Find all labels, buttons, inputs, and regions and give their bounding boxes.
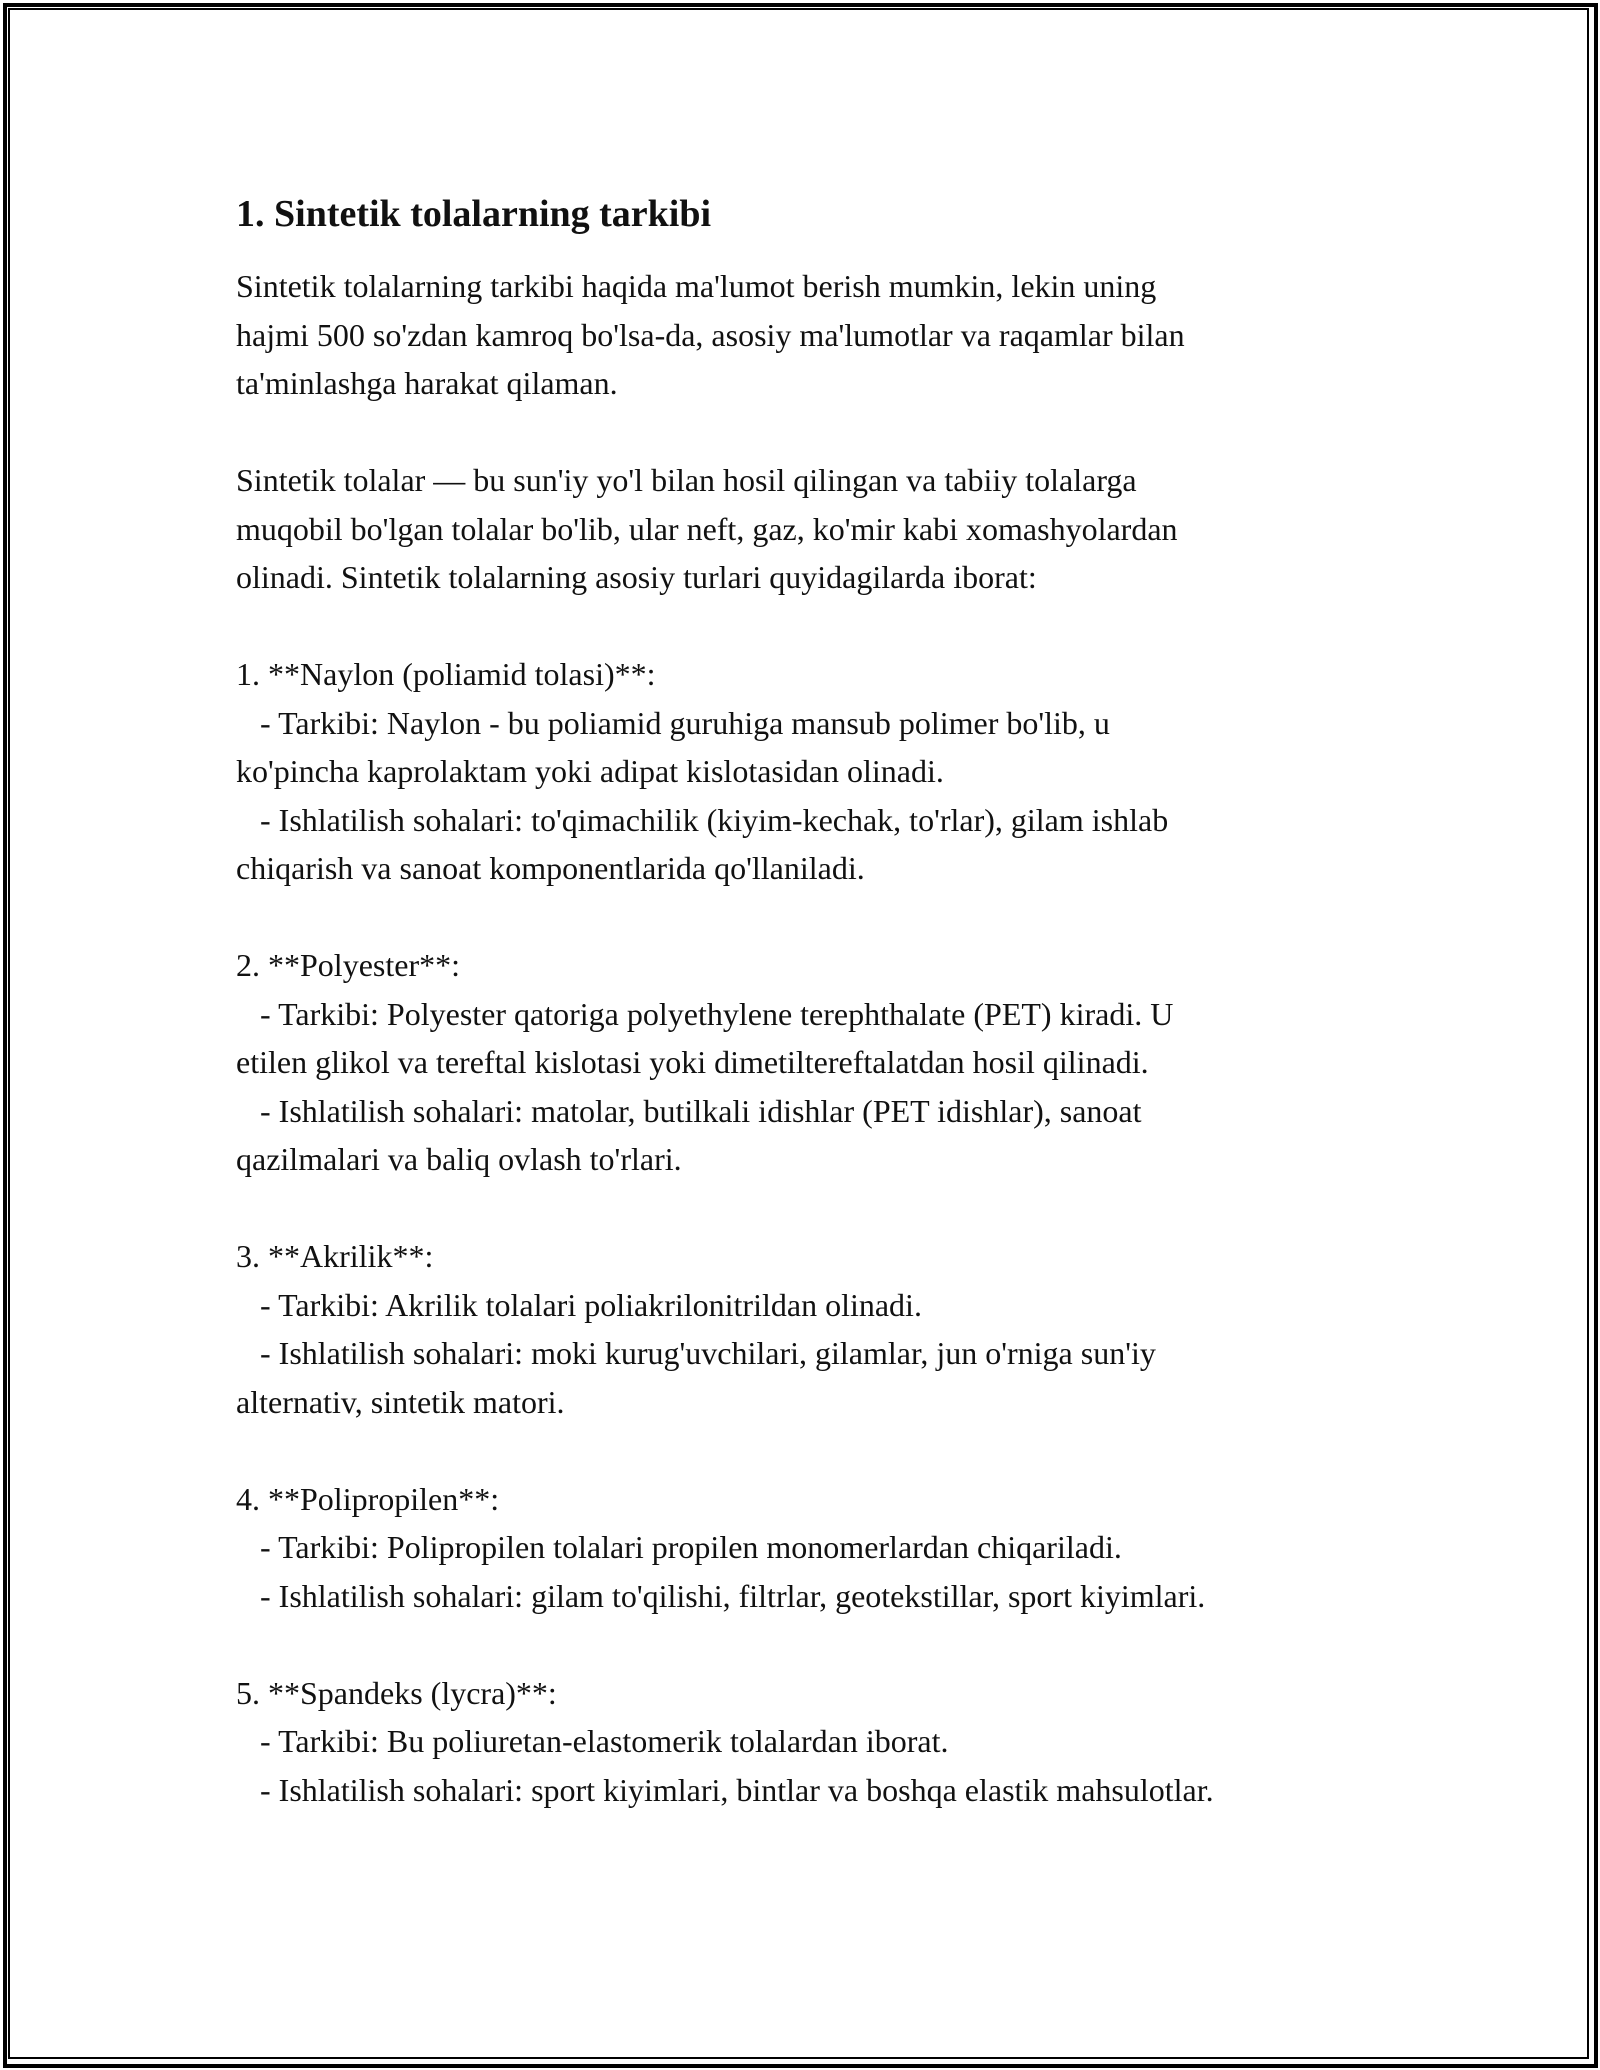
document-content — [236, 186, 1396, 1814]
document-title: 1. Sintetik tolalarning tarkibi — [236, 193, 712, 235]
document-body: Sintetik tolalarning tarkibi haqida ma'lumot berish mumkin, lekin uning hajmi 500 so'zdan kamroq bo'lsa-da, asosiy ma'lumotlar va raqamlar bilan ta'minlashga harakat qilaman. Sintetik tolalar — bu sun'iy yo'l bilan hosil qilingan va tabiiy tolalarga muqobil bo'lgan tolalar bo'lib, ular neft, gaz, ko'mir kabi xomashyolardan olinadi. Sintetik tolalarning asosiy turlari quyidagilarda iborat: 1. **Naylon (poliamid tolasi)**: - Tarkibi: Naylon - bu poliamid guruhiga mansub polimer bo'lib, u ko'pincha kaprolaktam yoki adipat kislotasidan olinadi. - Ishlatilish sohalari: to'qimachilik (kiyim-kechak, to'rlar), gilam ishlab chiqarish va sanoat komponentlarida qo'llaniladi. 2. **Polyester**: - Tarkibi: Polyester qatoriga polyethylene terephthalate (PET) kiradi. U etilen glikol va tereftal kislotasi yoki dimetiltereftalatdan hosil qilinadi. - Ishlatilish sohalari: matolar, butilkali idishlar (PET idishlar), sanoat qazilmalari va baliq ovlash to'rlari. 3. **Akrilik**: - Tarkibi: Akrilik tolalari poliakrilonitrildan olinadi. - Ishlatilish sohalari: moki kurug'uvchilari, gilamlar, jun o'rniga sun'iy alternativ, sintetik matori. 4. **Polipropilen**: - Tarkibi: Polipropilen tolalari propilen monomerlardan chiqariladi. - Ishlatilish sohalari: gilam to'qilishi, filtrlar, geotekstillar, sport kiyimlari. 5. **Spandeks (lycra)**: - Tarkibi: Bu poliuretan-elastomerik tolalardan iborat. - Ishlatilish sohalari: sport kiyimlari, bintlar va boshqa elastik mahsulotlar. — [236, 268, 1214, 1808]
